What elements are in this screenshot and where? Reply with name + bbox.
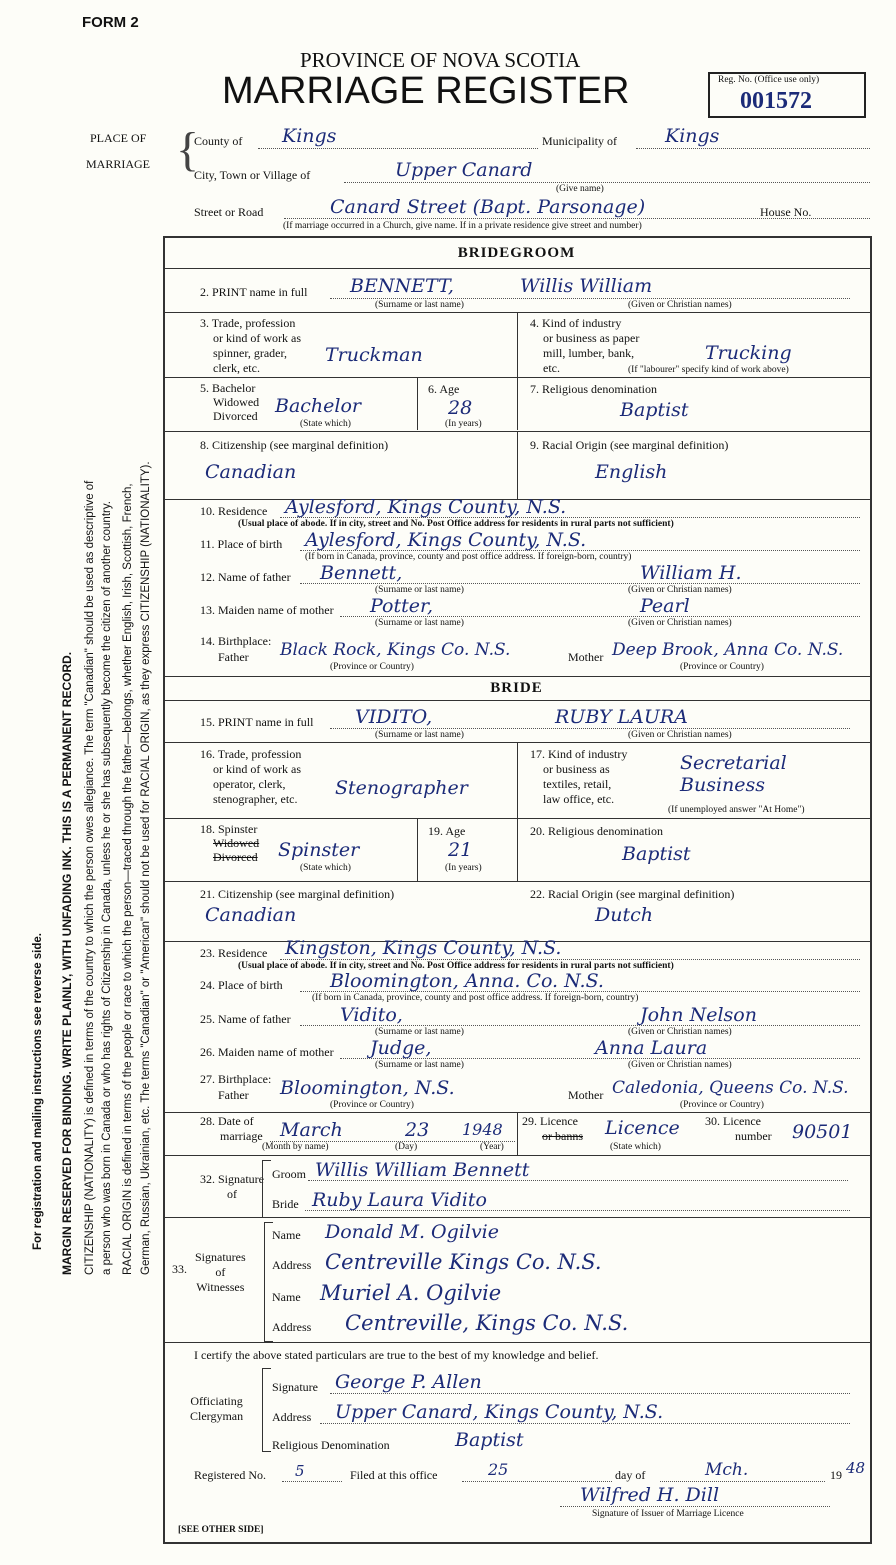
groom-father-surname: Bennett, (320, 562, 403, 584)
registered-no-label: Registered No. (194, 1468, 266, 1482)
groom-mother-given: Pearl (640, 595, 690, 617)
reg-no-label: Reg. No. (Office use only) (718, 75, 820, 85)
groom-citizenship-label: 8. Citizenship (see marginal definition) (200, 438, 389, 452)
caption: (Province or Country) (330, 1100, 414, 1110)
fill-line (636, 148, 870, 149)
caption: (Usual place of abode. If in city, street and No. Post Office address for residents in rural parts not sufficient) (238, 519, 674, 529)
bride-status: Spinster (278, 839, 360, 861)
rule-line (165, 377, 870, 378)
rule-line (165, 700, 870, 701)
caption: (Surname or last name) (375, 618, 464, 628)
rule-line (517, 431, 518, 499)
rule-line (517, 742, 518, 881)
bride-status-label (200, 822, 259, 864)
groom-status: Bachelor (275, 395, 362, 417)
bride-industry-label (530, 747, 627, 807)
groom-birthplace-parents-label: 14. Birthplace: (200, 634, 272, 648)
bride-surname: VIDITO, (355, 706, 433, 728)
text-line: number (735, 1129, 772, 1143)
caption: (Given or Christian names) (628, 1060, 732, 1070)
text-line: Clergyman (190, 1409, 244, 1423)
caption: (In years) (445, 863, 482, 873)
caption: (Given or Christian names) (628, 730, 732, 740)
groom-signature: Willis William Bennett (315, 1159, 530, 1181)
text-line: law office, etc. (543, 792, 615, 806)
year-prefix: 19 (830, 1468, 842, 1482)
municipality-value: Kings (665, 125, 720, 147)
bride-sig-label: Bride (272, 1197, 299, 1211)
form-number: FORM 2 (82, 14, 139, 31)
clergyman-label (190, 1394, 243, 1424)
witness2-address: Centreville, Kings Co. N.S. (345, 1311, 629, 1335)
fill-line (660, 1481, 825, 1482)
fill-line (320, 1423, 850, 1424)
witnesses-label (195, 1250, 246, 1295)
caption: (State which) (300, 863, 351, 873)
rule-line (165, 1155, 870, 1156)
witness1-name-label: Name (272, 1228, 301, 1242)
witness1-address: Centreville Kings Co. N.S. (325, 1250, 602, 1274)
groom-age-label: 6. Age (428, 382, 460, 396)
groom-origin-label: 9. Racial Origin (see marginal definition) (530, 438, 729, 452)
day-of-label: day of (615, 1468, 646, 1482)
marriage-year: 1948 (462, 1120, 503, 1139)
groom-citizenship: Canadian (205, 461, 297, 483)
caption: (Given or Christian names) (628, 300, 732, 310)
text-line: 16. Trade, profession (200, 747, 302, 761)
street-label: Street or Road (194, 205, 264, 219)
text-line: Officiating (190, 1394, 243, 1408)
bride-heading: BRIDE (490, 680, 543, 696)
bride-signature: Ruby Laura Vidito (312, 1189, 487, 1211)
filed-year: 48 (846, 1459, 866, 1477)
caption: (Province or Country) (680, 1100, 764, 1110)
mother-label: Mother (568, 650, 604, 664)
text-line: of (227, 1187, 237, 1201)
rule-line (417, 818, 418, 881)
text-line: Divorced (213, 850, 258, 864)
bride-age-label: 19. Age (428, 824, 466, 838)
caption: (Year) (480, 1142, 504, 1152)
text-line: Witnesses (196, 1280, 245, 1294)
rule-line (517, 312, 518, 430)
bride-mother-birthplace: Caledonia, Queens Co. N.S. (612, 1078, 849, 1098)
groom-given-names: Willis William (520, 275, 653, 297)
text-line: or kind of work as (213, 762, 301, 776)
text-line: or kind of work as (213, 331, 301, 345)
witness1-name: Donald M. Ogilvie (325, 1221, 499, 1243)
caption: (Given or Christian names) (628, 1027, 732, 1037)
certification-statement: I certify the above stated particulars are true to the best of my knowledge and belief. (194, 1348, 599, 1362)
rule-line (417, 377, 418, 430)
caption: (Day) (395, 1142, 418, 1152)
groom-name-label: 2. PRINT name in full (200, 285, 308, 299)
licence-banns-label (522, 1114, 583, 1144)
text-line: 32. Signature (200, 1172, 264, 1186)
text-line (262, 1368, 271, 1452)
text-line: 29. Licence (522, 1114, 578, 1128)
text-line: operator, clerk, (213, 777, 286, 791)
margin-citizenship-def-2: a person who was born in Canada or who has rights of Citizenship in Canada, unless he or she has subsequently become the citizen of another country. (101, 501, 113, 1275)
fill-line (330, 728, 850, 729)
groom-residence-label: 10. Residence (200, 504, 268, 518)
rule-line (165, 881, 870, 882)
bride-mother-surname: Judge, (370, 1037, 432, 1059)
caption: (Given or Christian names) (628, 585, 732, 595)
caption: (Usual place of abode. If in city, street and No. Post Office address for residents in rural parts not sufficient) (238, 961, 674, 971)
groom-father-given: William H. (640, 562, 742, 584)
bride-birthplace-label: 24. Place of birth (200, 978, 283, 992)
text-line: textiles, retail, (543, 777, 612, 791)
give-name-caption: (Give name) (556, 184, 604, 194)
bride-name-label: 15. PRINT name in full (200, 715, 314, 729)
caption: (Surname or last name) (375, 730, 464, 740)
groom-residence: Aylesford, Kings County, N.S. (285, 496, 567, 518)
clergy-signature: George P. Allen (335, 1371, 482, 1393)
mother-label: Mother (568, 1088, 604, 1102)
street-value: Canard Street (Bapt. Parsonage) (330, 196, 646, 218)
caption: (If unemployed answer "At Home") (668, 805, 805, 815)
caption: (Surname or last name) (375, 300, 464, 310)
signature-label (200, 1172, 264, 1202)
text-line: mill, lumber, bank, (543, 346, 635, 360)
caption: (State which) (610, 1142, 661, 1152)
reg-no-value: 001572 (740, 88, 812, 114)
place-label: PLACE OF (90, 131, 147, 145)
bride-mother-given: Anna Laura (595, 1037, 708, 1059)
filed-month: Mch. (705, 1460, 749, 1480)
text-line: clerk, etc. (213, 361, 260, 375)
county-label: County of (194, 134, 243, 148)
brace: { (176, 123, 200, 176)
marriage-label: MARRIAGE (86, 157, 151, 171)
clergy-denomination-label: Religious Denomination (272, 1438, 390, 1452)
fill-line (560, 1506, 830, 1507)
groom-religion-label: 7. Religious denomination (530, 382, 657, 396)
bride-given-names: RUBY LAURA (555, 706, 688, 728)
margin-racial-def-2: German, Russian, Ukrainian, etc. The terms "Canadian" or "American" should not be used for RACIAL ORIGIN, as they express CITIZENSHIP (NATIONALITY). (140, 461, 152, 1275)
text-line: Divorced (213, 409, 258, 423)
caption: (If born in Canada, province, county and post office address. If foreign-born, country) (312, 993, 639, 1003)
bride-citizenship: Canadian (205, 904, 297, 926)
licence-number: 90501 (792, 1121, 853, 1143)
father-label: Father (218, 650, 249, 664)
street-note: (If marriage occurred in a Church, give name. If in a private residence give street and number) (283, 221, 642, 231)
marriage-day: 23 (405, 1119, 430, 1141)
clergy-denomination: Baptist (455, 1429, 524, 1451)
text-line: 28. Date of (200, 1114, 254, 1128)
filed-label: Filed at this office (350, 1468, 438, 1482)
issuer-signature: Wilfred H. Dill (580, 1484, 720, 1506)
bride-father-surname: Vidito, (340, 1004, 403, 1026)
margin-instructions: For registration and mailing instructions see reverse side. (32, 933, 44, 1250)
text-line: Widowed (213, 395, 260, 409)
city-value: Upper Canard (395, 159, 533, 181)
fill-line (330, 298, 850, 299)
bride-trade: Stenographer (335, 777, 468, 799)
text-line: or business as (543, 762, 610, 776)
text-line: 3. Trade, profession (200, 316, 296, 330)
document-title: MARRIAGE REGISTER (222, 70, 630, 112)
fill-line (462, 1481, 612, 1482)
municipality-label: Municipality of (542, 134, 617, 148)
groom-sig-label: Groom (272, 1167, 306, 1181)
text-line: 30. Licence (705, 1114, 761, 1128)
groom-religion: Baptist (620, 399, 689, 421)
fill-line (280, 959, 860, 960)
rule-line (165, 1217, 870, 1218)
text-line: Signatures (195, 1250, 246, 1264)
text-line: or business as paper (543, 331, 640, 345)
text-line: etc. (543, 361, 560, 375)
groom-mother-birthplace: Deep Brook, Anna Co. N.S. (612, 640, 844, 660)
caption: (If born in Canada, province, county and post office address. If foreign-born, country) (305, 552, 632, 562)
registered-no: 5 (295, 1462, 305, 1480)
marriage-month: March (280, 1119, 343, 1141)
bride-industry: Secretarial Business (680, 752, 787, 796)
county-value: Kings (282, 125, 337, 147)
text-line: 18. Spinster (200, 822, 258, 836)
marriage-date-label (200, 1114, 263, 1144)
witness2-name: Muriel A. Ogilvie (320, 1281, 502, 1305)
rule-line (165, 268, 870, 269)
filed-day: 25 (488, 1460, 509, 1479)
text-line: or banns (542, 1129, 583, 1143)
caption: (Province or Country) (330, 662, 414, 672)
groom-father-label: 12. Name of father (200, 570, 291, 584)
bride-residence: Kingston, Kings County, N.S. (285, 937, 562, 959)
witness1-address-label: Address (272, 1258, 312, 1272)
caption: (Month by name) (262, 1142, 329, 1152)
bride-origin-label: 22. Racial Origin (see marginal definition) (530, 887, 735, 901)
groom-age: 28 (448, 397, 473, 419)
margin-warning: MARGIN RESERVED FOR BINDING. WRITE PLAINLY, WITH UNFADING INK. THIS IS A PERMANENT RECORD. (60, 651, 74, 1275)
bride-mother-label: 26. Maiden name of mother (200, 1045, 334, 1059)
bride-religion-label: 20. Religious denomination (530, 824, 663, 838)
father-label: Father (218, 1088, 249, 1102)
groom-industry: Trucking (705, 342, 792, 364)
bride-age: 21 (448, 839, 473, 861)
text-line: of (215, 1265, 226, 1279)
caption: (Surname or last name) (375, 1027, 464, 1037)
bride-birthplace: Bloomington, Anna. Co. N.S. (330, 970, 604, 992)
bride-trade-label (200, 747, 301, 807)
city-label: City, Town or Village of (194, 168, 311, 182)
bride-citizenship-label: 21. Citizenship (see marginal definition) (200, 887, 395, 901)
caption: (If "labourer" specify kind of work above) (628, 365, 789, 375)
text-line (262, 1160, 271, 1218)
clergy-address: Upper Canard, Kings County, N.S. (335, 1401, 664, 1423)
clergy-signature-label: Signature (272, 1380, 318, 1394)
text-line: spinner, grader, (213, 346, 288, 360)
caption: (State which) (300, 419, 351, 429)
rule-line (517, 1112, 518, 1155)
rule-line (165, 818, 870, 819)
fill-line (330, 1393, 850, 1394)
clergy-address-label: Address (272, 1410, 312, 1424)
text-line: Widowed (213, 836, 260, 850)
witness2-name-label: Name (272, 1290, 301, 1304)
bride-father-given: John Nelson (640, 1004, 757, 1026)
bride-father-label: 25. Name of father (200, 1012, 291, 1026)
groom-trade: Truckman (325, 344, 423, 366)
margin-citizenship-def-1: CITIZENSHIP (NATIONALITY) is defined in terms of the country to which the person owes allegiance. The term "Canadian" should be used as descriptive of (84, 480, 96, 1275)
groom-surname: BENNETT, (350, 275, 454, 297)
fill-line (282, 1481, 342, 1482)
text-line: stenographer, etc. (213, 792, 298, 806)
registration-number-box (708, 72, 866, 118)
text-line: 17. Kind of industry (530, 747, 628, 761)
text-line: 5. Bachelor (200, 381, 256, 395)
groom-industry-label (530, 316, 639, 376)
groom-father-birthplace: Black Rock, Kings Co. N.S. (280, 640, 511, 660)
rule-line (165, 676, 870, 677)
groom-mother-surname: Potter, (370, 595, 434, 617)
bride-residence-label: 23. Residence (200, 946, 268, 960)
witness2-address-label: Address (272, 1320, 312, 1334)
groom-mother-label: 13. Maiden name of mother (200, 603, 334, 617)
caption: (Surname or last name) (375, 585, 464, 595)
margin-racial-def-1: RACIAL ORIGIN is defined in terms of the people or race to which the person—traced through the father—belongs, whether English, Irish, Scottish, French, (122, 483, 134, 1275)
text-line: 4. Kind of industry (530, 316, 622, 330)
groom-trade-label (200, 316, 301, 376)
province-heading: PROVINCE OF NOVA SCOTIA (300, 48, 581, 72)
caption: (Surname or last name) (375, 1060, 464, 1070)
bride-origin: Dutch (595, 904, 653, 926)
see-other-side-note: [SEE OTHER SIDE] (178, 1525, 264, 1535)
groom-status-label (200, 381, 259, 423)
caption: (Given or Christian names) (628, 618, 732, 628)
groom-birthplace: Aylesford, Kings County, N.S. (305, 529, 587, 551)
house-no-label: House No. (760, 205, 812, 219)
caption: (Province or Country) (680, 662, 764, 672)
text-line: marriage (220, 1129, 263, 1143)
caption: (In years) (445, 419, 482, 429)
item-33-label: 33. (172, 1262, 187, 1276)
bridegroom-heading: BRIDEGROOM (457, 245, 576, 261)
groom-birthplace-label: 11. Place of birth (200, 537, 283, 551)
rule-line (165, 1342, 870, 1343)
fill-line (258, 148, 538, 149)
licence-or-banns: Licence (605, 1117, 680, 1139)
fill-line (344, 182, 870, 183)
issuer-signature-label: Signature of Issuer of Marriage Licence (592, 1509, 744, 1519)
bride-birthplace-parents-label: 27. Birthplace: (200, 1072, 272, 1086)
bride-religion: Baptist (622, 843, 691, 865)
licence-number-label (705, 1114, 772, 1144)
groom-origin: English (595, 461, 668, 483)
bride-father-birthplace: Bloomington, N.S. (280, 1077, 455, 1099)
